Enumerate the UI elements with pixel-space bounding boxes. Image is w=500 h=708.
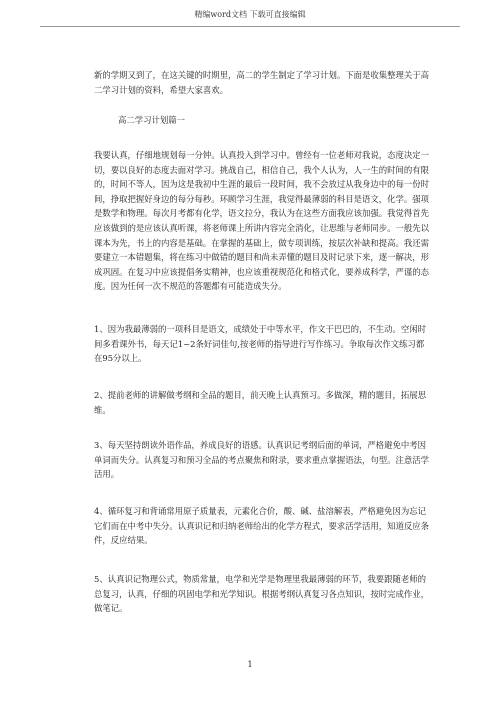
page-number: 1: [247, 660, 253, 669]
list-item-4: 4、循环复习和背诵常用原子质量表，元素化合价，酸、碱、盐溶解表，严格避免因为忘记它们而在中考中失分。认真识记和归纳老师给出的化学方程式，要求活学活用，知道反应条件，反应结果。: [94, 506, 429, 546]
list-item-5: 5、认真识记物理公式，物质常量，电学和光学是物理里我最薄弱的环节，我要跟随老师的总复习，认真，仔细的巩固电学和光学知识。根据考纲认真复习各点知识，按时完成作业，做笔记。: [94, 574, 429, 614]
page-header: 精编word文档 下载可直接编辑: [40, 0, 460, 27]
section-title: 高二学习计划篇一: [118, 115, 185, 125]
list-item-1: 1、因为我最薄弱的一项科目是语文，成绩处于中等水平，作文干巴巴的，不生动。空闲时间多看课外书，每天记1~2条好词佳句,按老师的指导进行写作练习。争取每次作文练习都在95分以上。: [94, 324, 426, 364]
list-item-3: 3、每天坚持朗读外语作品，养成良好的语感。认真识记考纲后面的单词，严格避免中考因单词而失分。认真复习和预习全品的考点聚焦和附录，要求重点掌握语法，句型。注意活学活用。: [94, 440, 429, 480]
body-paragraph-main: 我要认真，仔细地规划每一分钟。认真投入到学习中。曾经有一位老师对我说，态度决定一切，要以良好的态度去面对学习。挑战自己，相信自己，我个人认为，人一生的时间的有限的，时间不等人，因为这是我初中生涯的最后一段时间，我不会放过从我身边中的每一份时间，挣取把握好身边的每分每秒。环顾学习生涯，我觉得最薄弱的科目是语文，化学。强项是数学和物理。每次月考都有化学，语文拉分，我认为在这些方面我应该加强。我觉得首先应该做到的是应该认真听课，将老师课上所讲内容完全消化，让思维与老师同步。一般先以课本为先，书上的内容是基础。在掌握的基础上，做专项训练，按层次补缺和提高。我还需要建立一本错题集，将在练习中做错的题目和尚未弄懂的题目及时记录下来，逐一解决，形成巩固。在复习中应该提倡务实精神，也应该重视规范化和格式化，要养成科学，严谨的态度。因为任何一次不规范的答题都有可能造成失分。: [94, 150, 429, 292]
list-item-2: 2、提前老师的讲解做考纲和全品的题目，前天晚上认真预习。多做深，精的题目，拓展思维。: [94, 390, 426, 415]
intro-paragraph: 新的学期又到了，在这关键的时期里，高二的学生制定了学习计划。下面是收集整理关于高二学习计划的资料，希望大家喜欢。: [94, 70, 429, 95]
